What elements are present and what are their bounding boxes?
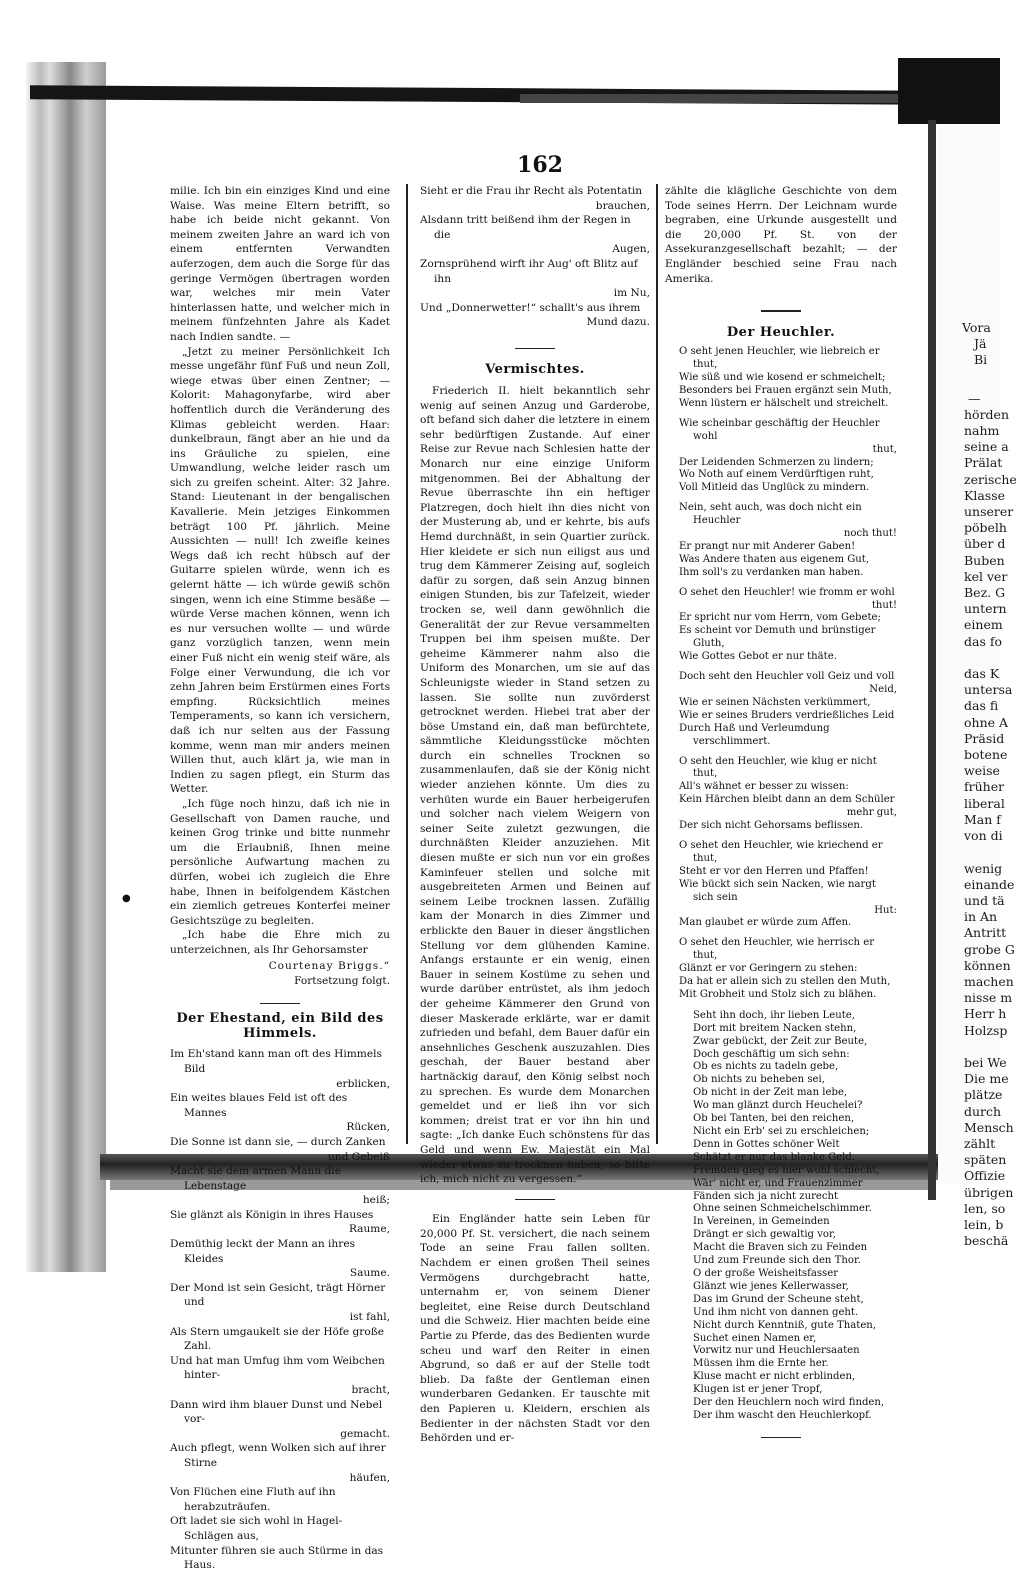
poem-line: Oft ladet sie sich wohl in Hagel-Schlägen aus, [170, 1515, 343, 1542]
poem-line: All's wähnet er besser zu wissen: [679, 781, 849, 793]
adjacent-page-line: Holzsp [964, 1022, 1008, 1038]
adjacent-page-line: und tä [964, 892, 1005, 908]
adjacent-page-line: durch [964, 1103, 1002, 1119]
adjacent-page-line: Antritt [964, 925, 1007, 941]
poem-line: Denn in Gottes schöner Welt [693, 1138, 840, 1150]
poem-line: Kluse macht er nicht erblinden, [693, 1371, 856, 1383]
poem-line: Drängt er sich gewaltig vor, [693, 1229, 836, 1241]
poem-line: Sieht er die Frau ihr Recht als Potentatin [420, 185, 643, 197]
poem-line: Macht die Braven sich zu Feinden [693, 1242, 868, 1254]
anecdote-englaender-cont: zählte die klägliche Geschichte von dem Tode seines Herrn. Der Leichnam wurde begraben, eine Urkunde ausgestellt und die 20,000 Pf. St. von der Assekuranzgesellschaft bezahlt; — der Engländer beschied seine Frau nach Amerika. [665, 185, 897, 285]
letter-intro: milie. Ich bin ein einziges Kind und eine Waise. Was meine Eltern betrifft, so habe ich beide nicht gekannt. Von meinem zweiten Jahre an ward ich von einem entfernten Verwandten auferzogen, dem auch die Sorge für das geringe Vermögen übertragen worden war, welches mir mein Vater hinterlassen hatte, und welcher mich in meinem fünfzehnten Jahre als Kadet nach Indien sandte. — [170, 185, 390, 343]
poem-line: Zornsprühend wirft ihr Aug' oft Blitz auf ihn [420, 257, 638, 285]
adjacent-page-line: untersa [964, 682, 1013, 698]
gutter-shadow [928, 120, 936, 1200]
adjacent-page-line: bei We [964, 1054, 1007, 1070]
adjacent-page-line: das K [964, 666, 1000, 682]
poem-line-continuation: Raume, [348, 1223, 390, 1236]
column-1 [170, 184, 390, 1573]
poem-line: Nicht durch Kenntniß, gute Thaten, [693, 1319, 877, 1331]
poem-line: O seht jenen Heuchler, wie liebreich er thut, [679, 346, 880, 371]
adjacent-page-line: Offizie [964, 1168, 1006, 1184]
poem-stanza [665, 587, 897, 664]
poem-line: Fänden sich ja nicht zurecht [693, 1190, 839, 1202]
adjacent-page-line: pöbelh [964, 520, 1007, 536]
poem-line-continuation: Neid, [869, 684, 897, 695]
adjacent-page-line [938, 1039, 1000, 1055]
poem-line: Doch geschäftig um sich sehn: [693, 1048, 850, 1060]
anecdote-englaender: Ein Engländer hatte sein Leben für 20,000 Pf. St. versichert, die nach seinem Tode an seine Frau fallen sollten. Nachdem er einen großen Theil seines Vermögens durchgebracht hatte, unternahm er, von seinem Diener begleitet, eine Reise durch Deutschland und die Schweiz. Hier machten beide eine Partie zu Pferde, das des Bedienten wurde scheu und warf den Reiter in einen Abgrund, so daß er auf der Stelle todt blieb. Da faßte der Gentleman einen wunderbaren Gedanken. Er tauschte mit den Papieren u. Kleidern, erschien als Bedienter in der nächsten Stadt vor den Behörden und er- [420, 1213, 650, 1445]
adjacent-page-line: späten [964, 1152, 1007, 1168]
adjacent-page-line: weise [964, 763, 1000, 779]
poem-line: Schätzt er nur das blanke Geld. [693, 1151, 856, 1163]
margin-mark: ● [122, 893, 131, 904]
adjacent-page-corner [898, 58, 1000, 124]
poem-line: Wie Gottes Gebot er nur thäte. [679, 651, 837, 663]
poem-stanza [665, 937, 897, 1002]
poem-line: Alsdann tritt beißend ihm der Regen in die [420, 214, 631, 241]
adjacent-page-line: zählt [964, 1135, 996, 1151]
adjacent-page-line [938, 650, 1000, 666]
adjacent-page-line: einande [964, 876, 1015, 892]
adjacent-page-line: nisse m [964, 990, 1013, 1006]
poem-line: Nicht ein Erb' sei zu erschleichen; [693, 1126, 870, 1137]
poem-line: Der Leidenden Schmerzen zu lindern; [679, 456, 874, 468]
poem-line: Wo man glänzt durch Heuchelei? [693, 1100, 863, 1112]
poem-line: Und ihm nicht von dannen geht. [693, 1306, 859, 1318]
anecdote-friedrich: Friederich II. hielt bekanntlich sehr wenig auf seinen Anzug und Garderobe, oft befand sich daher die letztere in einem sehr bedürftigen Zustande. Auf einer Reise zur Revue nach Schlesien hatte der Monarch nur eine einzige Uniform mitgenommen. Bei der Abhaltung der Revue überraschte ihn ein heftiger Platzregen, doch hielt ihn dies nicht von der Musterung ab, und er kehrte, bis aufs Hemd durchnäßt, in sein Quartier zurück. Hier kleidete er sich nun eiligst aus und trug dem Kämmerer Zeising auf, sogleich dafür zu sorgen, daß sein Anzug binnen einigen Stunden, bis zur Tafelzeit, wieder trocken se, weil dann gewöhnlich die Generalität der zur Revue versammelten Truppen bei ihm speisen mußte. Der geheime Kämmerer nahm also die Uniform des Monarchen, um sie auf das Schleunigste wieder in Stand setzen zu lassen. Sie sollte nun zuvörderst getrocknet werden. Hiebei trat aber der böse Umstand ein, daß man befürchtete, sämmtliche Kleidungsstücke möchten durch ein schnelles Trocknen so zusammenlaufen, daß sie der König nicht wieder anziehen könnte. Um dies zu verhüten wurde ein Bauer herbeigerufen und solcher nach vielem Weigern von seiner Seite zuletzt gezwungen, die durchnäßten Kleider anzuziehen. Mit diesen mußte er sich nun vor ein großes Kaminfeuer stellen und solche mit ausgebreiteten Armen und Beinen auf seinem Leibe trocknen lassen. Zufällig kam der Monarch in dies Zimmer und erblickte den Bauer in dieser ängstlichen Stellung vor dem glühenden Kamine. Anfangs erstaunte er ein wenig, einen Bauer in seinem Kostüme zu sehen und wurde darüber entrüstet, als ihm jedoch der geheime Kämmerer den Grund von dieser Maskerade erklärte, war er damit zufrieden und befahl, dem Bauer dafür ein ansehnliches Geschenk auszuzahlen. Dies geschah, der Bauer bestand aber hartnäckig darauf, den König selbst noch zu sprechen. Es wurde dem Monarchen gemeldet und er ließ ihn vor sich kommen; dreist trat er vor ihn hin und sagte: „Ich danke Euch schönstens für das Geld und wenn Ew. Majestät ein Mal wieder etwas zu trocknen haben, so bitte ich, mich nicht zu vergessen.“ [420, 385, 650, 1186]
poem-line: Sie glänzt als Königin in ihres Hauses [170, 1208, 374, 1221]
poem-line: Die Sonne ist dann sie, — durch Zanken [170, 1135, 386, 1148]
letter-paragraph-3: „Ich habe die Ehre mich zu unterzeichnen, als Ihr Gehorsamster [170, 929, 390, 956]
poem-line: Mitunter führen sie auch Stürme in das Haus. [170, 1544, 384, 1572]
poem-line: Vorwitz nur und Heuchlersaaten [693, 1345, 860, 1357]
adjacent-page-line: Man f [964, 811, 1001, 827]
poem-line-continuation: noch thut! [843, 528, 897, 540]
adjacent-page-line: unserer [964, 504, 1014, 520]
poem-line: Doch seht den Heuchler voll Geiz und voll [679, 671, 895, 683]
continuation-note: Fortsetzung folgt. [294, 975, 390, 988]
poem-line: Glänzt wie jenes Kellerwasser, [693, 1280, 849, 1292]
adjacent-page-line: grobe G [964, 941, 1015, 957]
poem-line: Wenn lüstern er hälschelt und streichelt. [679, 397, 889, 409]
adjacent-page-line [938, 844, 1000, 860]
poem-line: Was Andere thaten aus eigenem Gut, [679, 553, 870, 565]
adjacent-page-line: plätze [964, 1087, 1003, 1103]
adjacent-page-header-line: Vora [962, 320, 991, 335]
adjacent-page-header-line: Jä [974, 336, 987, 352]
poem-title-ehestand: Der Ehestand, ein Bild des Himmels. [176, 1011, 384, 1041]
adjacent-page-line: lein, b [964, 1216, 1004, 1232]
poem-line: Ein weites blaues Feld ist oft des Mannes [170, 1092, 348, 1119]
poem-line: Besonders bei Frauen ergänzt sein Muth, [679, 384, 892, 396]
adjacent-page-line: Die me [964, 1071, 1009, 1087]
poem-line-continuation: bracht, [351, 1384, 390, 1396]
adjacent-page-line: über d [964, 536, 1006, 552]
adjacent-page-line: Präsid [964, 730, 1005, 746]
poem-line-continuation: und Gebeiß [327, 1150, 390, 1163]
adjacent-page-line: Mensch [964, 1119, 1014, 1135]
letter-paragraph-1: „Jetzt zu meiner Persönlichkeit Ich messe ungefähr fünf Fuß und neun Zoll, wiege etwas über einen Zentner; — Kolorit: Mahagonyfarbe, wird aber hoffentlich durch die Veränderung des Klimas gebleicht werden. Haar: dunkelbraun, fängt aber an hie und da ins Gräuliche zu spielen, eine Umwandlung, welche leider rasch um sich zu greifen scheint. Alter: 32 Jahre. Stand: Lieutenant in der bengalischen Kavallerie. Mein jetziges Einkommen beträgt 100 Pf. jährlich. Meine Aussichten — null! Ich zweifle keines Wegs daß ich recht hübsch auf der Guitarre spielen würde, wenn ich es gelernt hätte — ich würde gewiß schön singen, wenn ich eine Stimme besäße — würde Verse machen können, wenn ich es nur versuchen wollte — und würde ganz vorzüglich tanzen, wenn mein einer Fuß nicht ein wenig steif wäre, als Folge einer Verwundung, die ich vor zehn Jahren beim Erstürmen eines Forts empfing. Rücksichtlich meines Temperaments, so kann ich versichern, daß ich nur selten aus der Fassung komme, wenn man mir anders meinen Willen thut, auch klärt ja, wie man in Indien zu sagen pflegt, ein Sturm das Wetter. [170, 345, 390, 796]
poem-line: Der sich nicht Gehorsams beflissen. [679, 820, 864, 832]
poem-line: O der große Weisheitsfasser [693, 1267, 839, 1279]
poem-line: Wie bückt sich sein Nacken, wie nargt sich sein [679, 878, 876, 903]
adjacent-page-line: einem [964, 617, 1003, 633]
poem-line: Suchet einen Namen er, [693, 1332, 817, 1344]
adjacent-page-line: hörden [964, 406, 1010, 422]
poem-line: Ohne seinen Schmeichelschimmer. [693, 1203, 872, 1215]
poem-line-continuation: heiß; [362, 1194, 390, 1207]
poem-line: Ob es nichts zu tadeln gebe, [693, 1061, 839, 1073]
page-number: 162 [517, 152, 563, 178]
poem-line: Fremden gieg es hier wohl schlecht, [693, 1164, 880, 1176]
poem-line: Mit Grobheit und Stolz sich zu blähen. [679, 988, 877, 1000]
adjacent-page-line: kel ver [964, 568, 1008, 584]
poem-line-continuation: mehr gut, [846, 807, 897, 819]
poem-line-continuation: thut! [871, 599, 897, 611]
poem-line: Und „Donnerwetter!“ schallt's aus ihrem [420, 301, 641, 314]
section-title-vermischtes: Vermischtes. [485, 362, 585, 378]
poem-line: Klugen ist er jener Tropf, [693, 1384, 823, 1396]
adjacent-page-line: Prälat [964, 455, 1003, 471]
poem-line: Von Flüchen eine Fluth auf ihn herabzuträufen. [170, 1486, 336, 1513]
poem-line-continuation: Saume. [349, 1267, 390, 1280]
adjacent-page-header [938, 320, 1000, 369]
adjacent-page-line: können [964, 957, 1011, 973]
adjacent-page-line: Klasse [964, 487, 1006, 503]
adjacent-page-line: früher [964, 779, 1005, 795]
page-top-shadow-2 [520, 94, 900, 103]
column-2 [420, 184, 650, 1446]
adjacent-page-line: das fo [964, 633, 1002, 649]
poem-line: Er prangt nur mit Anderer Gaben! [679, 540, 856, 552]
poem-line: O seht den Heuchler, wie klug er nicht thut, [679, 755, 877, 780]
adjacent-page-line: Bez. G [964, 585, 1006, 601]
poem-line-continuation: Rücken, [346, 1121, 390, 1134]
poem-line: Müssen ihm die Ernte her. [693, 1358, 829, 1370]
poem-ehestand-end [420, 184, 650, 330]
poem-line: Wie süß und wie kosend er schmeichelt; [679, 372, 886, 384]
adjacent-page-line: liberal [964, 795, 1005, 811]
poem-line-continuation: Mund dazu. [586, 316, 650, 329]
poem-stanza [665, 671, 897, 748]
poem-line: Er spricht nur vom Herrn, vom Gebete; [679, 612, 881, 624]
poem-line: In Vereinen, in Gemeinden [693, 1216, 830, 1228]
poem-title-heuchler: Der Heuchler. [726, 324, 836, 340]
adjacent-page-line: übrigen [964, 1184, 1014, 1200]
poem-heuchler-inner [665, 1010, 897, 1423]
adjacent-page-header-line: Bi [974, 352, 988, 368]
poem-line-continuation: gemacht. [340, 1427, 390, 1440]
adjacent-page-line: nahm [964, 423, 1000, 439]
poem-line: Und hat man Umfug ihm vom Weibchen hinter- [170, 1354, 385, 1382]
poem-line: Da hat er allein sich zu stellen den Muth, [679, 976, 891, 988]
poem-line: O sehet den Heuchler, wie herrisch er thut, [679, 937, 875, 962]
adjacent-page-line: len, so [964, 1200, 1006, 1216]
poem-line: Das im Grund der Scheune steht, [693, 1293, 864, 1305]
adjacent-page-line: botene [964, 747, 1008, 763]
poem-line-continuation: thut, [872, 443, 897, 455]
poem-line: Ob nichts zu beheben sei, [693, 1074, 825, 1086]
poem-line: Durch Haß und Verleumdung verschlimmert. [679, 722, 830, 747]
poem-line: Nein, seht auch, was doch nicht ein Heuchler [679, 502, 862, 527]
poem-line: Der den Heuchlern noch wird finden, [693, 1397, 885, 1409]
poem-line: Voll Mitleid das Unglück zu mindern. [679, 482, 870, 494]
poem-line-continuation: ist fahl, [349, 1311, 390, 1324]
poem-line: O sehet den Heuchler! wie fromm er wohl [679, 586, 895, 598]
section-rule [761, 310, 801, 312]
section-rule [260, 1003, 300, 1005]
poem-line: Ob nicht in der Zeit man lebe, [693, 1087, 848, 1099]
poem-line: Es scheint vor Demuth und brünstiger Gluth, [679, 625, 876, 650]
adjacent-page-line: Herr h [964, 1006, 1007, 1022]
adjacent-page-line: das fi [964, 698, 999, 714]
poem-line: Und zum Freunde sich den Thor. [693, 1255, 861, 1267]
poem-line: Wär' nicht er, und Frauenzimmer [693, 1177, 863, 1189]
poem-line-continuation: erblicken, [336, 1077, 390, 1090]
poem-stanza [665, 840, 897, 930]
poem-stanza [665, 346, 897, 411]
poem-line: Der ihm wascht den Heuchlerkopf. [693, 1409, 872, 1421]
column-divider-2 [656, 184, 658, 1144]
poem-line-continuation: Hut: [874, 904, 897, 916]
poem-line: Im Eh'stand kann man oft des Himmels Bild [170, 1048, 382, 1075]
poem-line: Auch pflegt, wenn Wolken sich auf ihrer Stirne [170, 1442, 386, 1469]
poem-line: Wie er seines Bruders verdrießliches Leid [679, 709, 895, 721]
section-rule [515, 348, 555, 350]
poem-line-continuation: im Nu, [613, 287, 650, 300]
adjacent-page-line: untern [964, 601, 1007, 617]
poem-stanza [665, 418, 897, 495]
adjacent-page-line: in An [964, 909, 998, 925]
poem-line: Der Mond ist sein Gesicht, trägt Hörner und [170, 1281, 386, 1309]
poem-line: Als Stern umgaukelt sie der Höfe große Zahl. [170, 1325, 385, 1353]
adjacent-page-lines [938, 390, 1017, 1250]
poem-line: Wo Noth auf einem Verdürftigen ruht, [679, 469, 874, 481]
adjacent-page-line: machen [964, 973, 1014, 989]
poem-line-continuation: häufen, [349, 1471, 390, 1484]
section-rule [761, 1437, 801, 1439]
letter-paragraph-2: „Ich füge noch hinzu, daß ich nie in Gesellschaft von Damen rauche, und keinen Grog trinke und bitte nunmehr um die Erlaubniß, Ihnen meine persönliche Aufwartung machen zu dürfen, wobei ich zugleich die Ehre habe, Ihnen in beifolgendem Kästchen ein ziemlich getreues Konterfei meiner Gesichtszüge zu begleiten. [170, 797, 390, 927]
poem-heuchler [665, 346, 897, 1002]
poem-line: Zwar gebückt, der Zeit zur Beute, [693, 1035, 868, 1047]
adjacent-page-line: zerische [964, 471, 1017, 487]
poem-line-continuation: Augen, [612, 243, 650, 256]
poem-line: O sehet den Heuchler, wie kriechend er thut, [679, 839, 883, 864]
poem-line: Dann wird ihm blauer Dunst und Nebel vor- [170, 1398, 383, 1426]
poem-line: Seht ihn doch, ihr lieben Leute, [693, 1009, 855, 1021]
adjacent-page-line: Buben [964, 552, 1005, 568]
adjacent-page-line: seine a [964, 439, 1009, 455]
section-rule [515, 1199, 555, 1201]
poem-stanza [665, 756, 897, 833]
poem-line: Steht er vor den Herren und Pfaffen! [679, 865, 869, 877]
adjacent-page-line: beschä [964, 1233, 1009, 1249]
adjacent-page-line: — [968, 390, 981, 406]
poem-line: Macht sie dem armen Mann die Lebenstage [170, 1165, 341, 1192]
poem-stanza [665, 502, 897, 579]
poem-ehestand [170, 1047, 390, 1572]
letter-signature: Courtenay Briggs.“ [268, 960, 390, 973]
adjacent-page-line: wenig [964, 860, 1003, 876]
column-divider-1 [406, 184, 408, 1144]
poem-line: Ihm soll's zu verdanken man haben. [679, 566, 864, 578]
adjacent-page-line: ohne A [964, 714, 1009, 730]
poem-line: Kein Härchen bleibt dann an dem Schüler [679, 794, 895, 806]
poem-line: Wie scheinbar geschäftig der Heuchler wohl [679, 417, 880, 442]
poem-line: Glänzt er vor Geringern zu stehen: [679, 963, 858, 975]
adjacent-page-fragment [938, 124, 1017, 1249]
column-3 [665, 184, 897, 1446]
poem-line: Man glaubet er würde zum Affen. [679, 917, 852, 929]
poem-line: Demüthig leckt der Mann an ihres Kleides [170, 1238, 356, 1265]
adjacent-page-line: von di [964, 828, 1003, 844]
poem-line-continuation: brauchen, [595, 199, 650, 212]
poem-line: Dort mit breitem Nacken stehn, [693, 1022, 857, 1034]
poem-line: Ob bei Tanten, bei den reichen, [693, 1113, 855, 1125]
poem-line: Wie er seinen Nächsten verkümmert, [679, 696, 871, 708]
book-binding-left [26, 62, 106, 1272]
